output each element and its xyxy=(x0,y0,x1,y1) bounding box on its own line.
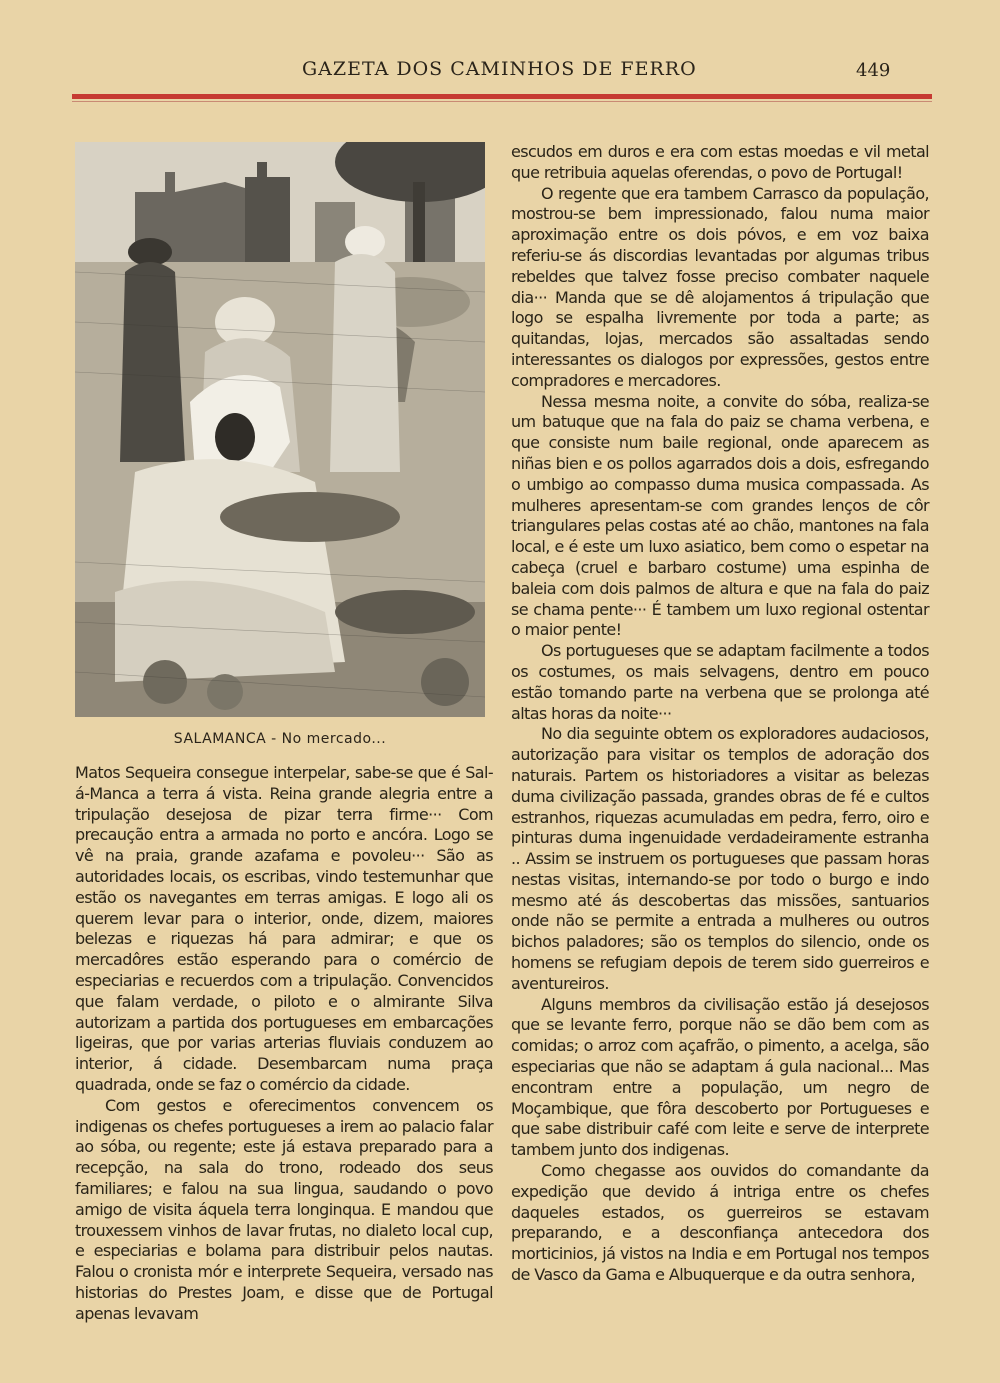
page-number: 449 xyxy=(856,60,891,81)
paragraph: Como chegasse aos ouvidos do comandante da expedição que devido á intriga entre os chefes daqueles estados, os guerreiros se estavam preparando, e a desconfiança antecedora dos morticinios, já vistos na India e em Portugal nos tempos de Vasco da Gama e Albuquerque e da outra senhora, xyxy=(511,1161,929,1285)
paragraph: escudos em duros e era com estas moedas e vil metal que retribuia aquelas oferendas, o povo de Portugal! xyxy=(511,142,929,182)
paragraph: Nessa mesma noite, a convite do sóba, realiza-se um batuque que na fala do paiz se chama verbena, e que consiste num baile regional, onde aparecem as niñas bien e os pollos agarrados dois a dois, esfregando o umbigo ao compasso duma musica compassada. As mulheres apresentam-se com grandes lenços de côr triangulares pelas costas até ao chão, mantones na fala local, e é este um luxo asiatico, bem como o espetar na cabeça (cruel e barbaro costume) uma espinha de baleia com dois palmos de altura e que na fala do paiz se chama pente··· É tambem um luxo regional ostentar o maior pente! xyxy=(511,391,929,640)
market-illustration xyxy=(75,142,485,717)
paragraph: No dia seguinte obtem os exploradores audaciosos, autorização para visitar os templos de adoração dos naturais. Partem os historiadores a visitar as belezas duma civilização passada, grandes obras de fé e cultos estranhos, riquezas acumuladas em pedra, ferro, oiro e pinturas duma ingenuidade verdadeiramente estranha .. Assim se instruem os portugueses que passam horas nestas visitas, internando-se por todo o burgo e indo mesmo até ás descobertas das missões, santuarios onde não se permite a entrada a mulheres ou outros bichos paladores; são os templos do silencio, onde os homens se refugiam depois de terem sido guerreiros e aventureiros. xyxy=(511,724,929,993)
paragraph: Matos Sequeira consegue interpelar, sabe-se que é Sal-á-Manca a terra á vista. Reina grande alegria entre a tripulação desejosa de pizar terra firme··· Com precaução entra a armada no porto e ancóra. Logo se vê na praia, grande azafama e povoleu··· São as autoridades locais, os escribas, vindo testemunhar que estão os navegantes em terras amigas. E logo ali os querem levar para o interior, onde, dizem, maiores belezas e riquezas há para admirar; e que os mercadôres estão esperando para o comércio de especiarias e recuerdos com a tripulação. Convencidos que falam verdade, o piloto e o almirante Silva autorizam a partida dos portugueses em embarcações ligeiras, que por varias arterias fluviais conduzem ao interior, á cidade. Desembarcam numa praça quadrada, onde se faz o comércio da cidade. xyxy=(75,763,493,1094)
running-header-title: GAZETA DOS CAMINHOS DE FERRO xyxy=(302,58,697,80)
paragraph: Alguns membros da civilisação estão já desejosos que se levante ferro, porque não se dão bem com as comidas; o arroz com açafrão, o pimento, a acelga, são especiarias que não se adaptam á gula nacional... Mas encontram entre a população, um negro de Moçambique, que fôra descoberto por Portugueses e que sabe distribuir café com leite e serve de interprete tambem junto dos indigenas. xyxy=(511,994,929,1160)
paragraph: Os portugueses que se adaptam facilmente a todos os costumes, os mais selvagens, dentro em pouco estão tomando parte na verbena que se prolonga até altas horas da noite··· xyxy=(511,641,929,723)
paragraph: Com gestos e oferecimentos convencem os indigenas os chefes portugueses a irem ao palacio falar ao sóba, ou regente; este já estava preparado para a recepção, na sala do trono, rodeado dos seus familiares; e falou na sua lingua, saudando o povo amigo de visita áquela terra longinqua. E mandou que trouxessem vinhos de lavar frutas, no dialeto local cup, e especiarias e bolama para distribuir pelos nautas. Falou o cronista mór e interprete Sequeira, versado nas historias do Prestes Joam, e disse que de Portugal apenas levavam xyxy=(75,1095,493,1323)
header-rule xyxy=(72,94,932,99)
figure-caption: SALAMANCA - No mercado... xyxy=(173,731,387,747)
right-column-text xyxy=(511,142,929,1286)
header-rule-thin xyxy=(72,101,932,102)
left-column-text xyxy=(75,763,493,1325)
market-scene-drawing xyxy=(75,142,485,717)
paragraph: O regente que era tambem Carrasco da população, mostrou-se bem impressionado, falou numa maior aproximação entre os dois póvos, e em voz baixa referiu-se ás discordias levantadas por algumas tribus rebeldes que talvez fosse preciso combater naquele dia··· Manda que se dê alojamentos á tripulação que logo se espalha livremente por toda a parte; as quitandas, lojas, mercados são assaltadas sendo interessantes os dialogos por expressões, gestos entre compradores e mercadores. xyxy=(511,183,929,390)
